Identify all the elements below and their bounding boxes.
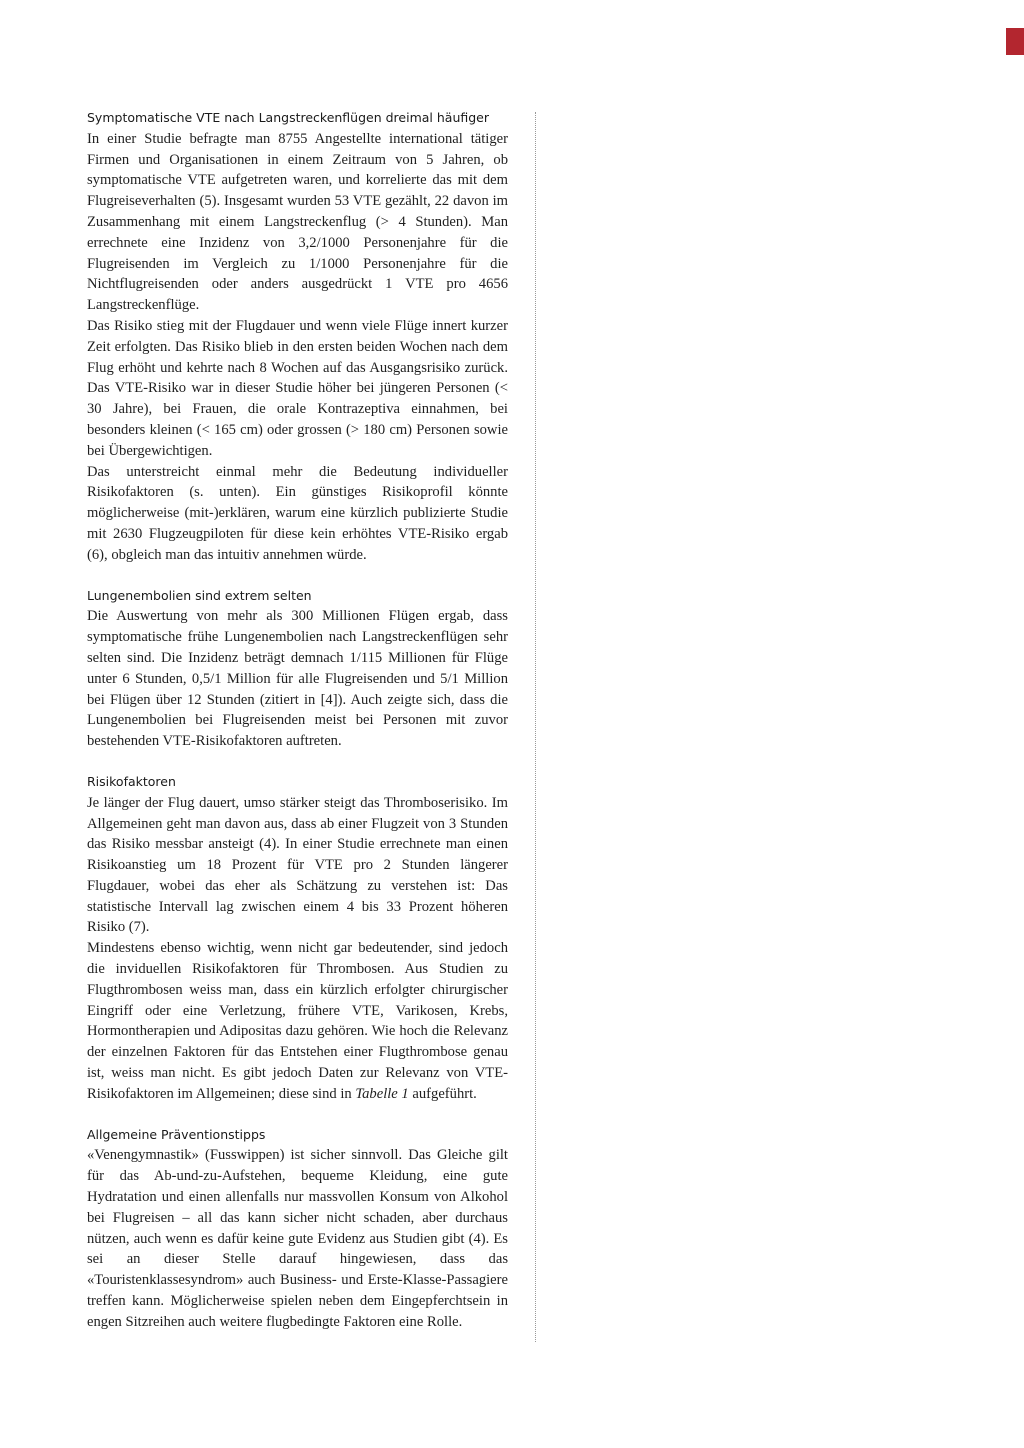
section-heading: Lungenembolien sind extrem selten [87, 587, 312, 603]
section-heading: Symptomatische VTE nach Langstreckenflügen dreimal häufiger [87, 110, 490, 125]
table-reference: Tabelle 1 [355, 1085, 409, 1102]
paragraph: Die Auswertung von mehr als 300 Millionen Flügen ergab, dass symptomatische frühe Lungenembolien nach Langstreckenflügen sehr selten sind. Die Inzidenz beträgt demnach 1/115 Millionen für Flüge unter 6 Stunden, 0,5/1 Million für alle Flugreisenden und 5/1 Million bei Flügen über 12 Stunden (zitiert in [4]). Auch zeigte sich, dass die Lungenembolien bei Flugreisenden meist bei Personen mit zuvor bestehenden VTE-Risikofaktoren auftreten. [87, 608, 508, 750]
column-divider [535, 112, 536, 1342]
paragraph: Das Risiko stieg mit der Flugdauer und wenn viele Flüge innert kurzer Zeit erfolgten. Das Risiko blieb in den ersten beiden Wochen nach dem Flug erhöht und kehrte nach 8 Wochen auf das Ausgangsrisiko zurück. Das VTE-Risiko war in dieser Studie höher bei jüngeren Personen (< 30 Jahre), bei Frauen, die orale Kontrazeptiva einnahmen, bei besonders kleinen (< 165 cm) oder grossen (> 180 cm) Personen sowie bei Übergewichtigen. [87, 317, 508, 459]
paragraph-tail: aufgeführt. [408, 1085, 477, 1102]
paragraph: In einer Studie befragte man 8755 Angestellte international tätiger Firmen und Organisationen in einem Zeitraum von 5 Jahren, ob symptomatische VTE aufgetreten waren, und korrelierte das mit dem Flugreiseverhalten (5). Insgesamt wurden 53 VTE gezählt, 22 davon im Zusammenhang mit einem Langstreckenflug (> 4 Stunden). Man errechnete eine Inzidenz von 3,2/1000 Personenjahre für die Flugreisenden im Vergleich zu 1/1000 Personenjahre für die Nichtflugreisenden oder anders ausgedrückt 1 VTE pro 4656 Langstreckenflüge. [87, 130, 508, 314]
paragraph-text: Mindestens ebenso wichtig, wenn nicht gar bedeutender, sind jedoch die inviduellen Risikofaktoren für Thrombosen. Aus Studien zu Flugthrombosen weiss man, dass ein kürzlich erfolgter chirurgischer Eingriff oder eine Verletzung, frühere VTE, Varikosen, Krebs, Hormontherapien und Adipositas dazu gehören. Wie hoch die Relevanz der einzelnen Faktoren für das Entstehen einer Flugthrombose genau ist, weiss man nicht. Es gibt jedoch Daten zur Relevanz von VTE-Risikofaktoren im Allgemeinen; diese sind in [87, 940, 508, 1102]
section-praeventionstipps [87, 1125, 508, 1333]
section-vte-langstrecke [87, 108, 508, 566]
section-heading: Allgemeine Präventionstipps [87, 1126, 266, 1142]
paragraph: Das unterstreicht einmal mehr die Bedeutung individueller Risikofaktoren (s. unten). Ein günstiges Risikoprofil könnte möglicherweise (mit-)erklären, warum eine kürzlich publizierte Studie mit 2630 Flugzeugpiloten für diese kein erhöhtes VTE-Risiko ergab (6), obgleich man das intuitiv annehmen würde. [87, 463, 508, 563]
section-lungenembolien [87, 586, 508, 752]
paragraph [87, 938, 508, 1104]
section-heading: Risikofaktoren [87, 773, 176, 789]
paragraph: «Venengymnastik» (Fusswippen) ist sicher sinnvoll. Das Gleiche gilt für das Ab-und-zu-Aufstehen, bequeme Kleidung, eine gute Hydratation und einen allenfalls nur massvollen Konsum von Alkohol bei Flugreisen – all das kann sicher nicht schaden, aber durchaus nützen, auch wenn es dafür keine gute Evidenz aus Studien gibt (4). Es sei an dieser Stelle darauf hingewiesen, dass das «Touristenklassesyndrom» auch Business- und Erste-Klasse-Passagiere treffen kann. Möglicherweise spielen neben dem Eingepferchtsein in engen Sitzreihen auch weitere flugbedingte Faktoren eine Rolle. [87, 1147, 508, 1330]
paragraph: Je länger der Flug dauert, umso stärker steigt das Thromboserisiko. Im Allgemeinen geht man davon aus, dass ab einer Flugzeit von 3 Stunden das Risiko messbar ansteigt (4). In einer Studie errechnete man einen Risikoanstieg um 18 Prozent für VTE pro 2 Stunden längerer Flugdauer, wobei das eher als Schätzung zu verstehen ist: Das statistische Intervall lag zwischen einem 4 bis 33 Prozent höheren Risiko (7). [87, 794, 508, 936]
corner-accent-mark [1006, 28, 1024, 55]
article-column [87, 108, 508, 1353]
section-risikofaktoren [87, 772, 508, 1105]
